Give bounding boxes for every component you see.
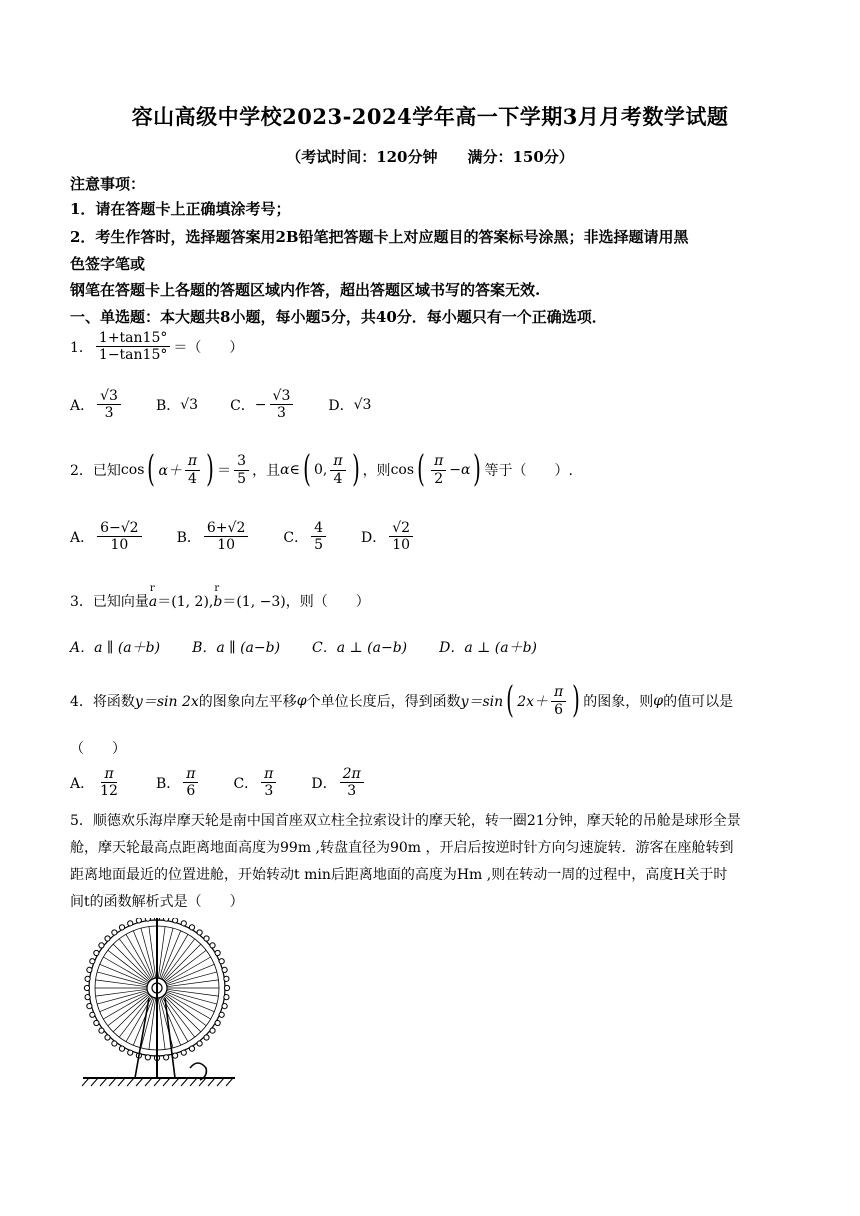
pi-symbol: π [551,684,566,701]
cabin [112,930,117,935]
cabin [128,921,133,926]
option-b-label: B． [155,775,181,792]
ground-hatch [127,1078,134,1086]
q4-denominator: 6 [554,701,564,718]
option-d-denominator: 10 [392,537,411,554]
option-b-value: √3 [180,396,199,413]
q1-options [70,388,371,421]
q4-text-result: 个单位长度后，得到函数 [306,694,461,710]
option-b-label: B． [155,397,181,414]
wheel-spoke [164,995,201,1032]
ground-hatch [190,1078,197,1086]
cos-text: cos [120,462,145,478]
option-c-numerator: π [261,766,276,783]
q2-inner: α＋ [158,463,182,479]
pi-symbol: π [185,453,200,470]
cabin [224,995,229,1000]
wheel-spoke [163,939,195,980]
support-leg-left [135,998,149,1078]
notice-item-2-cont: 色签字笔或 [70,255,146,273]
option-a-denominator: 12 [100,783,118,800]
equals-sign: ＝ [217,463,232,479]
q3-text: 3．已知向量 [70,594,149,610]
q5-line-1: 5．顺德欢乐海岸摩天轮是南中国首座双立柱全拉索设计的摩天轮，转一圈21分钟，摩天轮的吊舱是球形全景 [70,813,741,829]
cabin [210,1028,215,1033]
option-b-denominator: 6 [186,783,196,800]
question-number: 1． [70,339,93,356]
q5-line-4: 间t的函数解析式是（ ） [70,894,244,910]
ground-hatch [172,1078,179,1086]
cabin [105,936,110,941]
option-c: C．a ⊥ (a−b) [312,640,408,656]
q4-text-value: 的值可以是 [663,694,734,710]
vector-a: r a [149,594,157,610]
cabin [136,918,141,923]
option-a-numerator: π [101,766,116,783]
option-b: B．a ∥ (a−b) [192,640,281,656]
option-d-label: D． [311,775,337,792]
cabin [181,1050,186,1055]
ground-hatch [181,1078,188,1086]
cabin [99,1028,104,1033]
cabin [215,950,220,955]
question-4: 4．将函数 y＝sin 2x 的图象向左平移 φ 个单位长度后，得到函数 y＝sin ( 2x＋ $\frac{\pi}{6}$ ) 的图象，则 φ 的值可以是 [70,680,734,721]
wheel-spoke [108,950,149,982]
option-d-label: D． [328,397,354,414]
q1-denominator: 1−tan15° [98,347,168,364]
wheel-spoke [165,994,206,1026]
wheel-spoke [164,944,201,981]
cabin [173,918,178,923]
option-a-label: A． [70,529,95,546]
phi-symbol: φ [653,693,664,709]
q1-numerator: 1+tan15° [96,330,170,347]
cabin [145,1055,150,1060]
q1-fraction [96,330,170,363]
cabin [84,985,89,990]
option-a-denominator: 10 [110,537,129,554]
cabin [99,943,104,948]
cabin [189,925,194,930]
notice-item-2-cont2: 钢笔在答题卡上各题的答题区域内作答，超出答题区域书写的答案无效. [70,281,541,299]
question-number: 2．已知 [70,463,121,479]
cabin [128,1050,133,1055]
q2-then: ，则 [362,463,391,479]
notice-heading: 注意事项： [70,175,146,193]
question-2: 2．已知 cos ( α＋ $\frac{\pi}{4}$ ) ＝ $\frac{3}{5}$ ，且 α∈ ( 0, $\frac{\pi}{4}$ ) ，则 cos ( $\frac{\pi}{2}$ −α ) 等于（ ）. [70,449,573,490]
cabin [90,1012,95,1017]
ground-hatch [109,1078,116,1086]
page-title: 容山高级中学校2023-2024学年高一下学期3月月考数学试题 [131,104,729,129]
q4-text: 4．将函数 [70,694,135,710]
cabin [94,950,99,955]
ground-hatch [145,1078,152,1086]
pi-symbol: π [330,453,345,470]
wheel-spoke [119,939,151,980]
option-d-numerator: √2 [389,520,413,537]
option-d-numerator: 2π [340,766,364,783]
wheel-spoke [113,944,150,981]
ground-hatch [208,1078,215,1086]
vector-b: r b [213,594,222,610]
ground-hatch [91,1078,98,1086]
q2-options [70,520,416,553]
cabin [222,967,227,972]
q2-half-denominator: 2 [434,470,444,487]
cabin [189,1046,194,1051]
q2-interval-start: 0, [313,462,328,478]
q1-tail: ＝（ ） [173,339,244,356]
section-heading: 一、单选题：本大题共8小题，每小题5分，共40分．每小题只有一个正确选项． [70,308,607,326]
cabin [119,925,124,930]
question-1 [70,330,243,363]
cabin [222,1004,227,1009]
q2-conjunction: ，且 [252,463,281,479]
cabin [94,1020,99,1025]
option-c-label: C． [283,529,309,546]
exam-info: （考试时间：120分钟 满分：150分） [286,148,574,166]
q4-paren: （ ） [70,741,126,757]
notice-item-1: 1．请在答题卡上正确填涂考号； [70,200,291,218]
cabin [119,1046,124,1051]
option-d-value: √3 [353,396,372,413]
option-b-numerator: 6+√2 [204,520,248,537]
q3-vector-b-value: ＝(1, −3)，则（ ） [222,594,370,610]
cos-text: cos [390,462,415,478]
q2-interval-denominator: 4 [333,470,343,487]
cabin [197,930,202,935]
wheel-spoke [165,950,206,982]
cabin [145,918,150,921]
wheel-spoke [108,994,149,1026]
option-a-numerator: √3 [97,388,121,405]
q4-text-then: 的图象，则 [583,694,654,710]
option-c-label: C． [233,775,259,792]
ground-hatch [226,1078,233,1086]
q4-target-argument: 2x＋ [517,694,549,710]
question-3 [70,591,370,611]
option-d-denominator: 3 [347,783,357,800]
q5-line-2: 舱，摩天轮最高点距离地面高度为99m ,转盘直径为90m ，开启后按逆时针方向匀速旋转．游客在座舱转到 [70,840,734,856]
ground-hatch [100,1078,107,1086]
pi-symbol: π [431,453,446,470]
option-b-label: B． [176,529,201,546]
q2-value-denominator: 5 [237,470,247,487]
option-a-numerator: 6−√2 [97,520,141,537]
cabin [219,959,224,964]
q2-tail: 等于（ ）. [484,463,573,479]
cabin [112,1041,117,1046]
cabin [224,985,229,990]
option-d-label: D． [361,529,387,546]
ferris-wheel-figure [75,918,245,1093]
q4-function: y＝sin 2x [134,694,199,710]
q4-text-shift: 的图象向左平移 [198,694,297,710]
ground-hatch [118,1078,125,1086]
option-a-label: A． [70,397,95,414]
option-c-numerator: √3 [270,388,294,405]
q2-alpha-in: α∈ [280,462,300,478]
option-b-denominator: 10 [217,537,236,554]
q2-denominator: 4 [188,470,197,487]
option-c-label: C． [230,397,255,414]
cabin [164,1055,169,1060]
ground-hatch [163,1078,170,1086]
q4-target-function: y＝sin [460,694,504,710]
option-a-label: A． [70,775,95,792]
option-c-denominator: 3 [276,405,286,422]
q4-options [70,766,367,799]
cabin [215,1020,220,1025]
cabin [197,1041,202,1046]
option-c-denominator: 5 [314,537,323,554]
option-c-numerator: 4 [311,520,326,537]
q5-line-3: 距离地面最近的位置进舱，开始转动t min后距离地面的高度为Hm ,则在转动一周的过程中，高度H关于时 [70,867,728,883]
option-c-sign: − [254,396,267,413]
cabin [164,918,169,921]
phi-symbol: φ [296,693,307,709]
cabin [105,1035,110,1040]
option-d: D．a ⊥ (a＋b) [439,640,537,656]
cabin [219,1012,224,1017]
notice-item-2: 2．考生作答时，选择题答案用2B铅笔把答题卡上对应题目的答案标号涂黑；非选择题请用黑 [70,228,689,246]
q3-vector-a-value: ＝(1, 2), [157,594,214,610]
ground-hatch [136,1078,143,1086]
cabin [85,995,90,1000]
cabin [204,936,209,941]
cabin [181,921,186,926]
cabin [210,943,215,948]
cabin [173,1053,178,1058]
q2-minus-alpha: −α [449,462,471,478]
ground-hatch [217,1078,224,1086]
cabin [90,959,95,964]
option-a: A．a ∥ (a＋b) [70,640,161,656]
q3-options [70,637,537,657]
option-a-denominator: 3 [104,405,114,422]
q2-value-numerator: 3 [234,453,249,470]
option-c-denominator: 3 [264,783,274,800]
cabin [87,967,92,972]
cabin [85,976,90,981]
cabin [87,1004,92,1009]
cabin [204,1035,209,1040]
cabin [224,976,229,981]
ground-hatch [154,1078,161,1086]
option-b-numerator: π [183,766,198,783]
ground-hatch [82,1078,89,1086]
